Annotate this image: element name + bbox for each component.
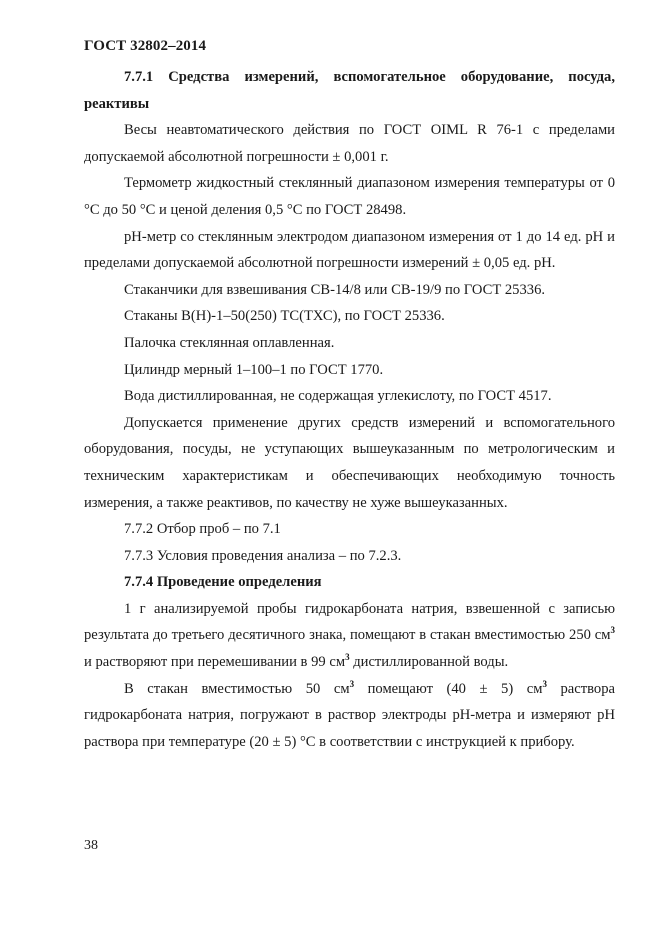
paragraph-beakers: Стаканы В(Н)-1–50(250) ТС(ТХС), по ГОСТ 25336. xyxy=(124,308,445,325)
subsection-heading-7-7-4: 7.7.4 Проведение определения xyxy=(124,574,322,591)
section-heading-7-7-1: 7.7.1 Средства измерений, вспомогательное оборудование, посуда, реактивы xyxy=(84,69,615,112)
paragraph-ph-measurement xyxy=(84,676,615,756)
paragraph-conditions: 7.7.3 Условия проведения анализа – по 7.2.3. xyxy=(124,547,402,564)
paragraph-thermometer: Термометр жидкостный стеклянный диапазоном измерения температуры от 0 °С до 50 °С и ценой деления 0,5 °С по ГОСТ 28498. xyxy=(84,175,615,218)
paragraph-sample-preparation xyxy=(84,596,615,676)
paragraph-distilled-water: Вода дистиллированная, не содержащая углекислоту, по ГОСТ 4517. xyxy=(124,388,552,405)
sample-text-3: дистиллированной воды. xyxy=(349,654,509,671)
sample-text-2: и растворяют при перемешивании в 99 см xyxy=(84,654,346,671)
paragraph-ph-meter: рН-метр со стеклянным электродом диапазоном измерения от 1 до 14 ед. рН и пределами допускаемой абсолютной погрешности измерений ± 0,05 ед. рН. xyxy=(84,228,615,272)
paragraph-alternatives: Допускается применение других средств измерений и вспомогательного оборудования, посуды, не уступающих вышеуказанным по метрологическим и техническим характеристикам и обеспечивающих необходимую точность измерения, а также реактивов, по качеству не хуже вышеуказанных. xyxy=(84,414,615,511)
superscript-cubic-3: 3 xyxy=(349,678,355,689)
document-header: ГОСТ 32802–2014 xyxy=(84,38,207,54)
measure-text-2: помещают (40 ± 5) см xyxy=(354,680,543,697)
superscript-cubic-4: 3 xyxy=(542,678,547,689)
measure-text-3: раствора гидрокарбоната натрия, погружают в раствор электроды рН-метра и измеряют рН раствора при температуре (20 ± 5) °С в соответствии с инструкцией к прибору. xyxy=(84,680,616,750)
superscript-cubic-1: 3 xyxy=(610,625,615,636)
paragraph-cylinder: Цилиндр мерный 1–100–1 по ГОСТ 1770. xyxy=(124,361,384,378)
page-number: 38 xyxy=(84,838,98,853)
paragraph-sampling: 7.7.2 Отбор проб – по 7.1 xyxy=(124,521,281,538)
superscript-cubic-2: 3 xyxy=(345,652,350,663)
paragraph-weighing-cups: Стаканчики для взвешивания СВ-14/8 или СВ-19/9 по ГОСТ 25336. xyxy=(124,281,546,298)
paragraph-scales: Весы неавтоматического действия по ГОСТ OIML R 76-1 с пределами допускаемой абсолютной погрешности ± 0,001 г. xyxy=(84,122,615,165)
measure-text-1: В стакан вместимостью 50 см xyxy=(124,680,350,697)
paragraph-glass-rod: Палочка стеклянная оплавленная. xyxy=(124,334,335,351)
sample-text-1: 1 г анализируемой пробы гидрокарбоната натрия, взвешенной с записью результата до третьего десятичного знака, помещают в стакан вместимостью 250 см xyxy=(84,600,615,644)
document-body xyxy=(84,64,615,755)
